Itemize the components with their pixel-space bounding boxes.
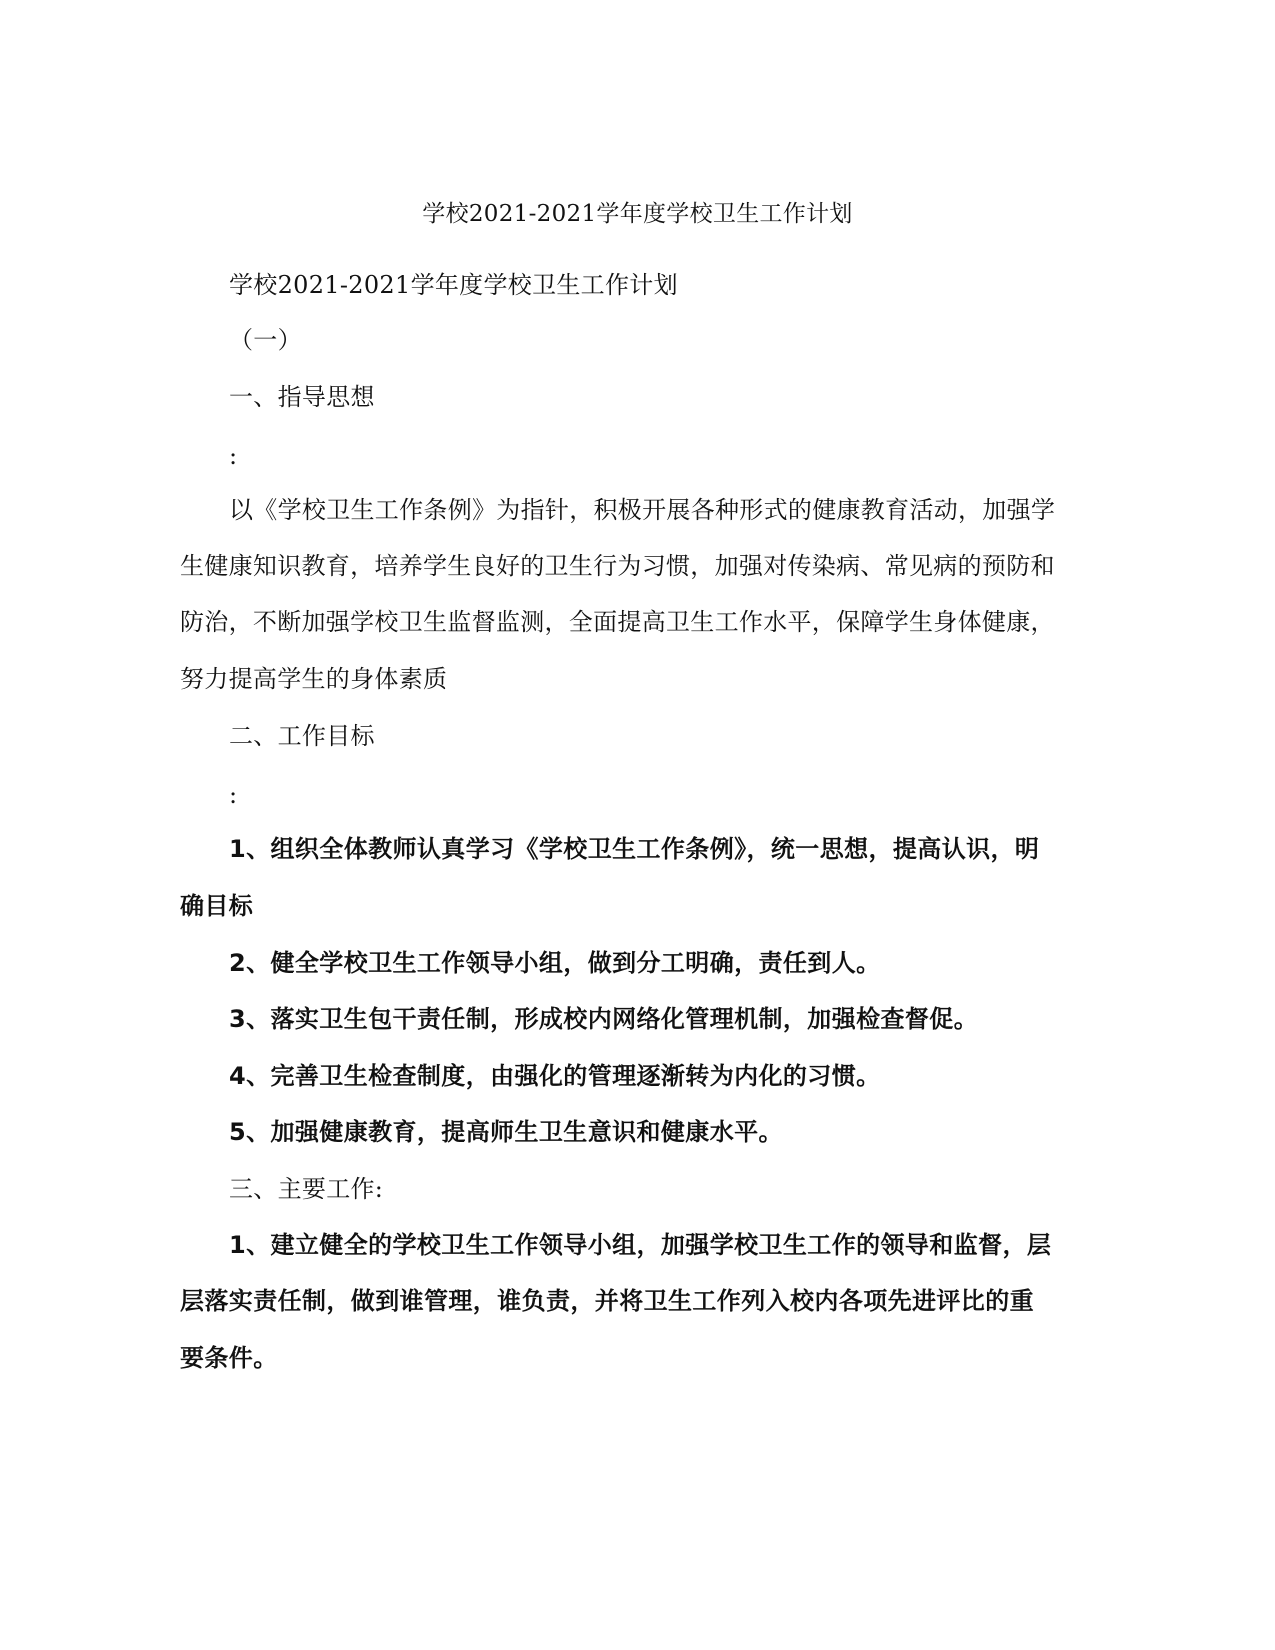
- paragraph-line: 以《学校卫生工作条例》为指针，积极开展各种形式的健康教育活动，加强学: [229, 496, 1056, 524]
- paragraph-line: 生健康知识教育，培养学生良好的卫生行为习惯，加强对传染病、常见病的预防和: [180, 552, 1055, 580]
- main-work-item: 层落实责任制，做到谁管理，谁负责，并将卫生工作列入校内各项先进评比的重: [180, 1287, 1034, 1315]
- document-subtitle: 学校2021-2021学年度学校卫生工作计划: [229, 271, 678, 299]
- section-heading-main-work: 三、主要工作:: [229, 1175, 384, 1203]
- part-marker: （一）: [229, 326, 302, 354]
- section-heading-guiding-thought: 一、指导思想: [229, 383, 375, 411]
- section-heading-work-goals: 二、工作目标: [229, 722, 375, 750]
- goal-item: 确目标: [180, 892, 254, 920]
- goal-item: 1、组织全体教师认真学习《学校卫生工作条例》，统一思想，提高认识，明: [229, 835, 1040, 863]
- goal-item: 2、健全学校卫生工作领导小组，做到分工明确，责任到人。: [229, 949, 881, 977]
- main-work-item: 1、建立健全的学校卫生工作领导小组，加强学校卫生工作的领导和监督，层: [229, 1231, 1052, 1259]
- goal-item: 5、加强健康教育，提高师生卫生意识和健康水平。: [229, 1118, 783, 1146]
- goal-item: 3、落实卫生包干责任制，形成校内网络化管理机制，加强检查督促。: [229, 1005, 979, 1033]
- paragraph-line: 防治，不断加强学校卫生监督监测，全面提高卫生工作水平，保障学生身体健康，: [180, 608, 1055, 636]
- document-title: 学校2021-2021学年度学校卫生工作计划: [422, 201, 853, 227]
- section-colon: :: [229, 781, 238, 809]
- goal-item: 4、完善卫生检查制度，由强化的管理逐渐转为内化的习惯。: [229, 1062, 881, 1090]
- section-colon: :: [229, 442, 238, 470]
- main-work-item: 要条件。: [180, 1344, 278, 1372]
- paragraph-line: 努力提高学生的身体素质: [180, 665, 448, 693]
